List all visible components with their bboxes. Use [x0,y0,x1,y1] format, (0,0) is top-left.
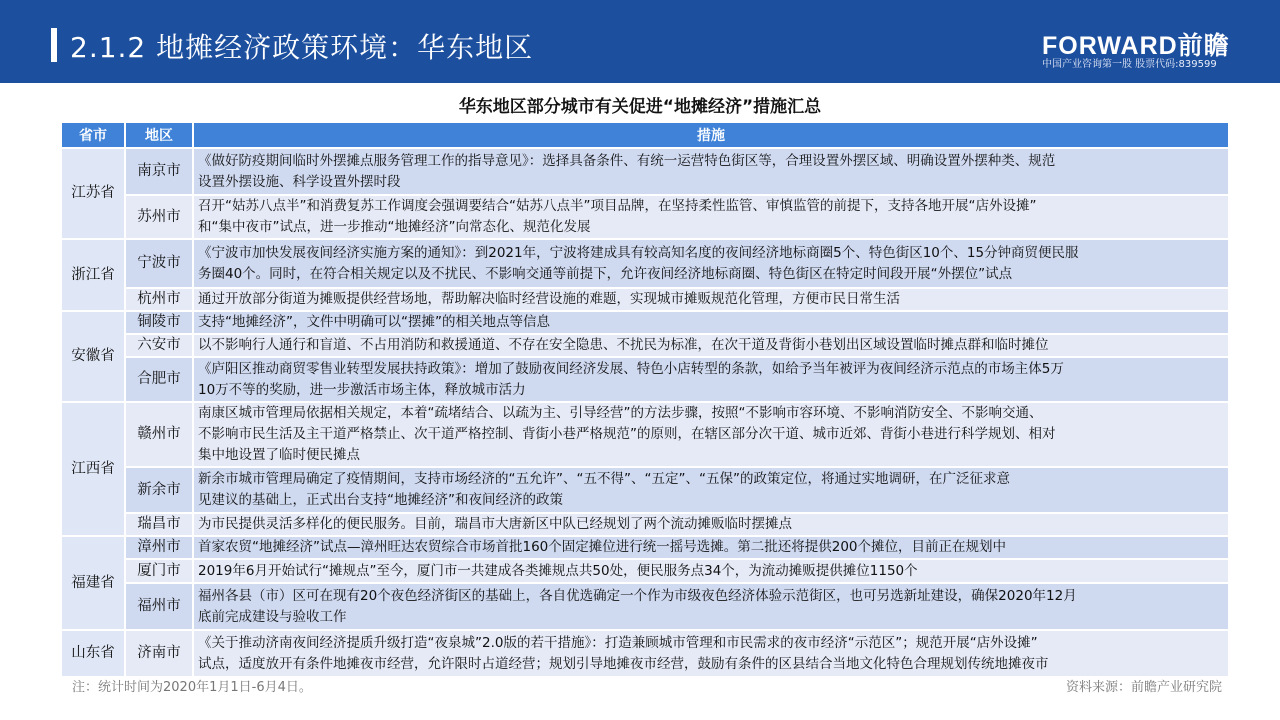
measure-cell [194,514,1228,535]
measure-cell [194,149,1228,194]
province-cell: 江西省 [62,403,124,535]
measure-line: 为市民提供灵活多样化的便民服务。目前，瑞昌市大唐新区中队已经规划了两个流动摊贩临时摆摊点 [198,516,792,532]
province-cell: 江苏省 [62,149,124,238]
measure-cell [194,196,1228,238]
province-cell: 福建省 [62,537,124,629]
measure-line: 支持“地摊经济”，文件中明确可以“摆摊”的相关地点等信息 [198,314,550,330]
footnote: 注：统计时间为2020年1月1日-6月4日。 [72,680,312,695]
col-province: 省市 [62,123,124,147]
city-cell: 漳州市 [126,537,192,558]
city-cell: 宁波市 [126,240,192,287]
measure-line: 新余市城市管理局确定了疫情期间，支持市场经济的“五允许”、“五不得”、“五定”、“五保”的政策定位，将通过实地调研，在广泛征求意 [198,471,1010,487]
province-cell: 浙江省 [62,240,124,310]
table-row [62,196,1228,238]
city-cell: 瑞昌市 [126,514,192,535]
table-title: 华东地区部分城市有关促进“地摊经济”措施汇总 [458,97,822,117]
table-row [62,514,1228,535]
table-row [62,403,1228,466]
measure-line: 见建议的基础上，正式出台支持“地摊经济”和夜间经济的政策 [198,492,563,508]
source-note: 资料来源：前瞻产业研究院 [1065,680,1222,695]
measure-cell [194,631,1228,676]
measure-line: 《关于推动济南夜间经济提质升级打造“夜泉城”2.0版的若干措施》：打造兼顾城市管理和市民需求的夜市经济“示范区”；规范开展“店外设摊” [198,634,1038,651]
measure-cell [194,358,1228,401]
logo-subtitle: 中国产业咨询第一股 股票代码:839599 [1042,59,1217,70]
province-cell: 安徽省 [62,312,124,401]
city-cell: 南京市 [126,149,192,194]
city-cell: 杭州市 [126,289,192,310]
table-header [62,123,1228,147]
table-row [62,560,1228,582]
table-row [62,584,1228,629]
measure-cell [194,468,1228,512]
measure-line: 和“集中夜市”试点，进一步推动“地摊经济”向常态化、规范化发展 [198,219,591,235]
measure-cell [194,403,1228,466]
city-cell: 新余市 [126,468,192,512]
measure-cell [194,289,1228,310]
measure-line: 福州各县（市）区可在现有20个夜色经济街区的基础上，各自优选确定一个作为市级夜色经济体验示范街区，也可另选新址建设，确保2020年12月 [198,587,1077,604]
measure-line: 通过开放部分街道为摊贩提供经营场地，帮助解决临时经营设施的难题，实现城市摊贩规范化管理，方便市民日常生活 [198,291,900,307]
table-row [62,335,1228,356]
measures-table [60,121,1230,678]
measure-line: 设置外摆设施、科学设置外摆时段 [198,173,401,190]
measure-line: 《宁波市加快发展夜间经济实施方案的通知》：到2021年，宁波将建成具有较高知名度的夜间经济地标商圈5个、特色街区10个、15分钟商贸便民服 [198,244,1079,261]
city-cell: 合肥市 [126,358,192,401]
slide-title: 2.1.2 地摊经济政策环境：华东地区 [70,31,534,64]
measure-line: 务圈40个。同时，在符合相关规定以及不扰民、不影响交通等前提下，允许夜间经济地标商圈、特色街区在特定时间段开展“外摆位”试点 [198,265,1013,282]
measure-line: 召开“姑苏八点半”和消费复苏工作调度会强调要结合“姑苏八点半”项目品牌，在坚持柔性监管、审慎监管的前提下，支持各地开展“店外设摊” [198,198,1037,214]
measure-line: 底前完成建设与验收工作 [198,608,347,625]
measure-cell [194,584,1228,629]
measure-cell [194,560,1228,582]
col-city: 地区 [126,123,192,147]
table-row [62,468,1228,512]
measure-cell [194,312,1228,333]
city-cell: 厦门市 [126,560,192,582]
city-cell: 六安市 [126,335,192,356]
measure-line: 试点，适度放开有条件地摊夜市经营，允许限时占道经营；规划引导地摊夜市经营，鼓励有条件的区县结合当地文化特色合理规划传统地摊夜市 [198,655,1049,672]
province-cell: 山东省 [62,631,124,676]
measure-line: 南康区城市管理局依据相关规定，本着“疏堵结合、以疏为主、引导经营”的方法步骤，按照“不影响市容环境、不影响消防安全、不影响交通、 [198,405,1043,421]
table-row [62,289,1228,310]
table-row [62,312,1228,333]
city-cell: 赣州市 [126,403,192,466]
measure-line: 集中地设置了临时便民摊点 [198,447,360,463]
col-measures: 措施 [194,123,1228,147]
measure-line: 以不影响行人通行和盲道、不占用消防和救援通道、不存在安全隐患、不扰民为标准，在次干道及背街小巷划出区域设置临时摊点群和临时摊位 [198,337,1049,353]
measure-line: 2019年6月开始试行“摊规点”至今，厦门市一共建成各类摊规点共50处，便民服务点34个，为流动摊贩提供摊位1150个 [198,562,918,579]
forward-logo: FORWARD前瞻 [1042,32,1230,60]
city-cell: 济南市 [126,631,192,676]
measure-cell [194,335,1228,356]
measure-line: 首家农贸“地摊经济”试点—漳州旺达农贸综合市场首批160个固定摊位进行统一摇号选摊。第二批还将提供200个摊位，目前正在规划中 [198,539,1007,555]
measure-cell [194,240,1228,287]
table-row [62,149,1228,194]
city-cell: 苏州市 [126,196,192,238]
table-row [62,537,1228,558]
measure-line: 《做好防疫期间临时外摆摊点服务管理工作的指导意见》：选择具备条件、有统一运营特色街区等，合理设置外摆区域、明确设置外摆种类、规范 [198,152,1056,169]
city-cell: 福州市 [126,584,192,629]
measure-line: 不影响市民生活及主干道严格禁止、次干道严格控制、背街小巷严格规范”的原则，在辖区部分次干道、城市近郊、背街小巷进行科学规划、相对 [198,426,1056,442]
city-cell: 铜陵市 [126,312,192,333]
measure-line: 10万不等的奖励，进一步激活市场主体，释放城市活力 [198,381,526,398]
title-accent-bar [51,28,57,62]
table-row [62,240,1228,287]
table-row [62,358,1228,401]
measure-cell [194,537,1228,558]
header-bar [0,0,1280,83]
table-row [62,631,1228,676]
measure-line: 《庐阳区推动商贸零售业转型发展扶持政策》：增加了鼓励夜间经济发展、特色小店转型的条款，如给予当年被评为夜间经济示范点的市场主体5万 [198,360,1064,377]
